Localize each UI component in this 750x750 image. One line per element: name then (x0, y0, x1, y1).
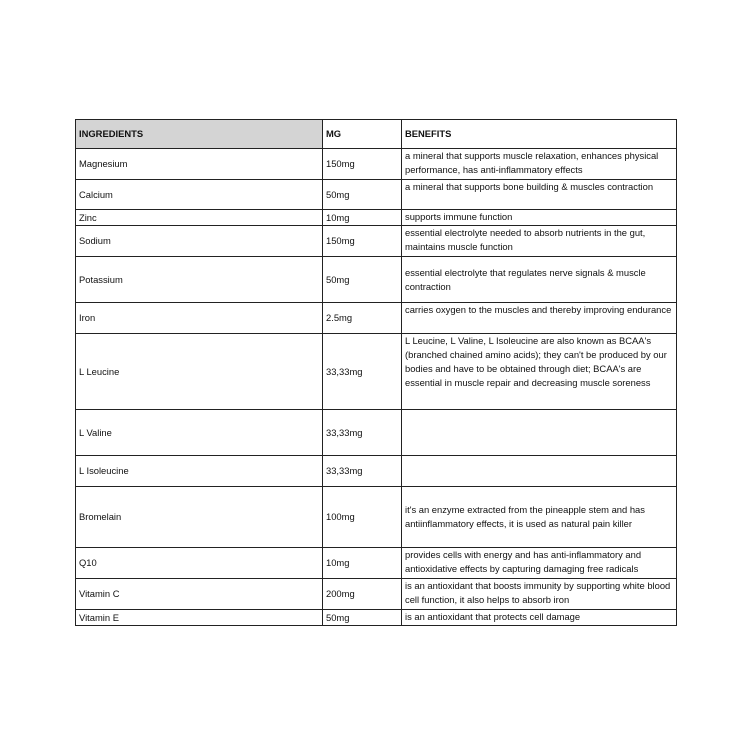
ingredient-cell: L Valine (76, 410, 323, 456)
ingredient-cell: Zinc (76, 210, 323, 226)
mg-cell: 33,33mg (323, 334, 402, 410)
header-ingredients: INGREDIENTS (76, 120, 323, 149)
table-row (76, 487, 677, 548)
benefit-cell: essential electrolyte that regulates nerve signals & muscle contraction (402, 257, 677, 303)
mg-cell: 2.5mg (323, 303, 402, 334)
table-row (76, 334, 677, 410)
mg-cell: 10mg (323, 548, 402, 579)
ingredient-cell: Bromelain (76, 487, 323, 548)
benefit-cell (402, 456, 677, 487)
ingredients-table (75, 119, 677, 626)
table-row (76, 303, 677, 334)
benefit-cell: is an antioxidant that protects cell damage (402, 610, 677, 626)
mg-cell: 150mg (323, 149, 402, 180)
ingredient-cell: Magnesium (76, 149, 323, 180)
mg-cell: 150mg (323, 226, 402, 257)
benefit-cell: supports immune function (402, 210, 677, 226)
table-row (76, 579, 677, 610)
table-row (76, 180, 677, 210)
table-row (76, 226, 677, 257)
header-benefits: BENEFITS (402, 120, 677, 149)
ingredient-cell: L Leucine (76, 334, 323, 410)
benefit-cell (402, 410, 677, 456)
benefit-cell: carries oxygen to the muscles and thereby improving endurance (402, 303, 677, 334)
ingredient-cell: Sodium (76, 226, 323, 257)
table-row (76, 410, 677, 456)
mg-cell: 33,33mg (323, 456, 402, 487)
benefit-cell: provides cells with energy and has anti-inflammatory and antioxidative effects by capturing damaging free radicals (402, 548, 677, 579)
ingredient-cell: Potassium (76, 257, 323, 303)
ingredient-cell: Vitamin C (76, 579, 323, 610)
table-row (76, 149, 677, 180)
ingredient-cell: Vitamin E (76, 610, 323, 626)
mg-cell: 10mg (323, 210, 402, 226)
ingredient-cell: Iron (76, 303, 323, 334)
benefit-cell: is an antioxidant that boosts immunity by supporting white blood cell function, it also helps to absorb iron (402, 579, 677, 610)
benefit-cell: L Leucine, L Valine, L Isoleucine are also known as BCAA's (branched chained amino acids); they can't be produced by our bodies and have to be obtained through diet; BCAA's are essential in muscle repair and decreasing muscle soreness (402, 334, 677, 410)
table-row (76, 456, 677, 487)
ingredient-cell: Calcium (76, 180, 323, 210)
benefit-cell: it's an enzyme extracted from the pineapple stem and has antiinflammatory effects, it is used as natural pain killer (402, 487, 677, 548)
table-row (76, 210, 677, 226)
mg-cell: 33,33mg (323, 410, 402, 456)
table-row (76, 610, 677, 626)
mg-cell: 50mg (323, 257, 402, 303)
benefit-cell: a mineral that supports muscle relaxation, enhances physical performance, has anti-inflammatory effects (402, 149, 677, 180)
mg-cell: 200mg (323, 579, 402, 610)
table-row (76, 548, 677, 579)
benefit-cell: essential electrolyte needed to absorb nutrients in the gut, maintains muscle function (402, 226, 677, 257)
ingredient-cell: L Isoleucine (76, 456, 323, 487)
mg-cell: 100mg (323, 487, 402, 548)
mg-cell: 50mg (323, 180, 402, 210)
table-header-row (76, 120, 677, 149)
table-row (76, 257, 677, 303)
header-mg: MG (323, 120, 402, 149)
ingredient-cell: Q10 (76, 548, 323, 579)
mg-cell: 50mg (323, 610, 402, 626)
benefit-cell: a mineral that supports bone building & muscles contraction (402, 180, 677, 210)
